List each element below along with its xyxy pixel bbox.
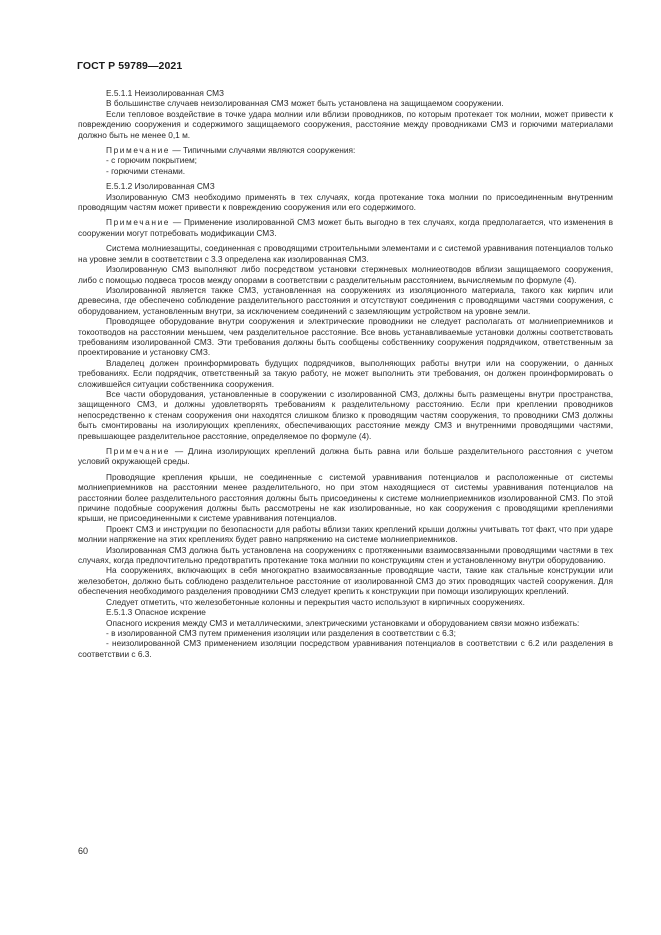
paragraph: Владелец должен проинформировать будущих подрядчиков, выполняющих работы внутри или на сооружении, о данных требованиях. Если подрядчик, ответственный за такую работу, не может выполнить эти требования, он должен проинформировать о сложившейся ситуации собственника сооружения. (78, 357, 613, 389)
paragraph: Если тепловое воздействие в точке удара молнии или вблизи проводников, по которым протекает ток молнии, может привести к повреждению сооружения и содержимого защищаемого сооружения, расстояние между проводниками СМЗ и горючими материалами должно быть не менее 0,1 м. (78, 108, 613, 140)
paragraph: В большинстве случаев неизолированная СМЗ может быть установлена на защищаемом сооружении. (106, 98, 504, 109)
document-header: ГОСТ Р 59789—2021 (77, 60, 183, 72)
list-item: - неизолированной СМЗ применением изоляции посредством уравнивания потенциалов в соответствии с 6.2 или разделения в соответствии с 6.3. (78, 638, 613, 659)
paragraph: Опасного искрения между СМЗ и металлическими, электрическими установками и оборудованием связи можно избежать: (106, 617, 580, 628)
paragraph: Система молниезащиты, соединенная с проводящими строительными элементами и с системой уравнивания потенциалов только на уровне земли в соответствии с 3.3 определена как изолированная СМЗ. (78, 243, 613, 264)
note-label: Примечание (106, 145, 171, 156)
note-text: — Типичными случаями являются сооружения: (170, 145, 356, 156)
paragraph: Проводящие крепления крыши, не соединенные с системой уравнивания потенциалов и расположенные от системы молниеприемников на расстоянии менее разделительного, но при этом находящиеся от системы уравнивания потенциалов на расстоянии более разделительного расстояния должны быть присоединены к системе молниеприемников изолированной СМЗ. По этой причине подобные сооружения должны быть рассмотрены не как изолированные, но как сооружения с проводящими креплениями крыши, не присоединенными к системе уравнивания потенциалов. (78, 471, 613, 524)
note-label: Примечание (106, 217, 171, 228)
page-number: 60 (78, 846, 89, 856)
section-heading: Е.5.1.3 Опасное искрение (106, 607, 206, 618)
paragraph: Изолированной является также СМЗ, установленная на сооружениях из изоляционного материала, такого как кирпич или древесина, где обеспечено соблюдение разделительного расстояния и отсутствуют соединения с проводящими частями сооружения, с оборудованием, установленным внутри, за исключением соединений с заземляющим устройством на уровне земли. (78, 284, 613, 316)
paragraph: Следует отметить, что железобетонные колонны и перекрытия часто используют в кирпичных сооружениях. (106, 596, 525, 607)
note-label: Примечание (106, 446, 171, 456)
note (78, 446, 613, 467)
list-item: - в изолированной СМЗ путем применения изоляции или разделения в соответствии с 6.3; (106, 627, 456, 638)
paragraph: Изолированную СМЗ выполняют либо посредством установки стержневых молниеотводов вблизи защищаемого сооружения, либо с помощью подвеса тросов между опорами в соответствии с разделительным расстоянием, вычисляемым по формуле (4). (78, 264, 613, 285)
list-item: - с горючим покрытием; (106, 155, 197, 166)
note-text: — Длина изолирующих креплений должна быть равна или больше разделительного расстояния с учетом условий окружающей среды. (78, 446, 613, 467)
paragraph: Изолированная СМЗ должна быть установлена на сооружениях с протяженными взаимосвязанными проводящими частями в тех случаях, когда предпочтительно предотвратить протекание тока молнии по конструкциям стен и установленному внутри оборудованию. (78, 544, 613, 566)
note-text: — Применение изолированной СМЗ может быть выгодно в тех случаях, когда предполагается, что изменения в сооружении могут потребовать модификации СМЗ. (78, 217, 613, 238)
paragraph: Все части оборудования, установленные в сооружении с изолированной СМЗ, должны быть размещены внутри пространства, защищенного СМЗ, и должны удовлетворять требованиям к разделительному расстоянию. Если при креплении проводников непосредственно к стенам сооружения они находятся слишком близко к проводящим частям сооружения, то проводники СМЗ должны быть смонтированы на изолирующих креплениях, обеспечивающих расстояние между СМЗ и внутренними проводящими частями, превышающее разделительное расстояние, определяемое по формуле (4). (78, 388, 613, 441)
paragraph: Изолированную СМЗ необходимо применять в тех случаях, когда протекание тока молнии по присоединенным внутренним проводящим частям может привести к повреждению сооружения или его содержимого. (78, 191, 613, 213)
list-item: - горючими стенами. (106, 165, 186, 176)
note (78, 145, 613, 155)
paragraph: Проект СМЗ и инструкции по безопасности для работы вблизи таких креплений крыши должны учитывать тот факт, что при ударе молнии напряжение на этих креплениях будет равно напряжению на системе молниеприемников. (78, 523, 613, 545)
section-heading: Е.5.1.1 Неизолированная СМЗ (106, 88, 225, 98)
section-heading: Е.5.1.2 Изолированная СМЗ (106, 181, 215, 192)
paragraph: Проводящее оборудование внутри сооружения и электрические проводники не следует располагать от молниеприемников и токоотводов на расстоянии меньшем, чем разделительное расстояние. Все вновь устанавливаемые установки должны соответствовать требованиям изолированной СМЗ. Эти требования должны быть сообщены собственнику сооружения подрядчиком, ответственным за проектирование и установку СМЗ. (78, 316, 613, 358)
paragraph: На сооружениях, включающих в себя многократно взаимосвязанные проводящие части, такие как стальные конструкции или железобетон, должно быть соблюдено разделительное расстояние от изолированной СМЗ до этих проводящих частей сооружения. Для обеспечения необходимого разделения проводники СМЗ следует крепить к конструкции при помощи изолирующих креплений. (78, 565, 613, 597)
document-body (78, 88, 613, 659)
note (78, 217, 613, 238)
